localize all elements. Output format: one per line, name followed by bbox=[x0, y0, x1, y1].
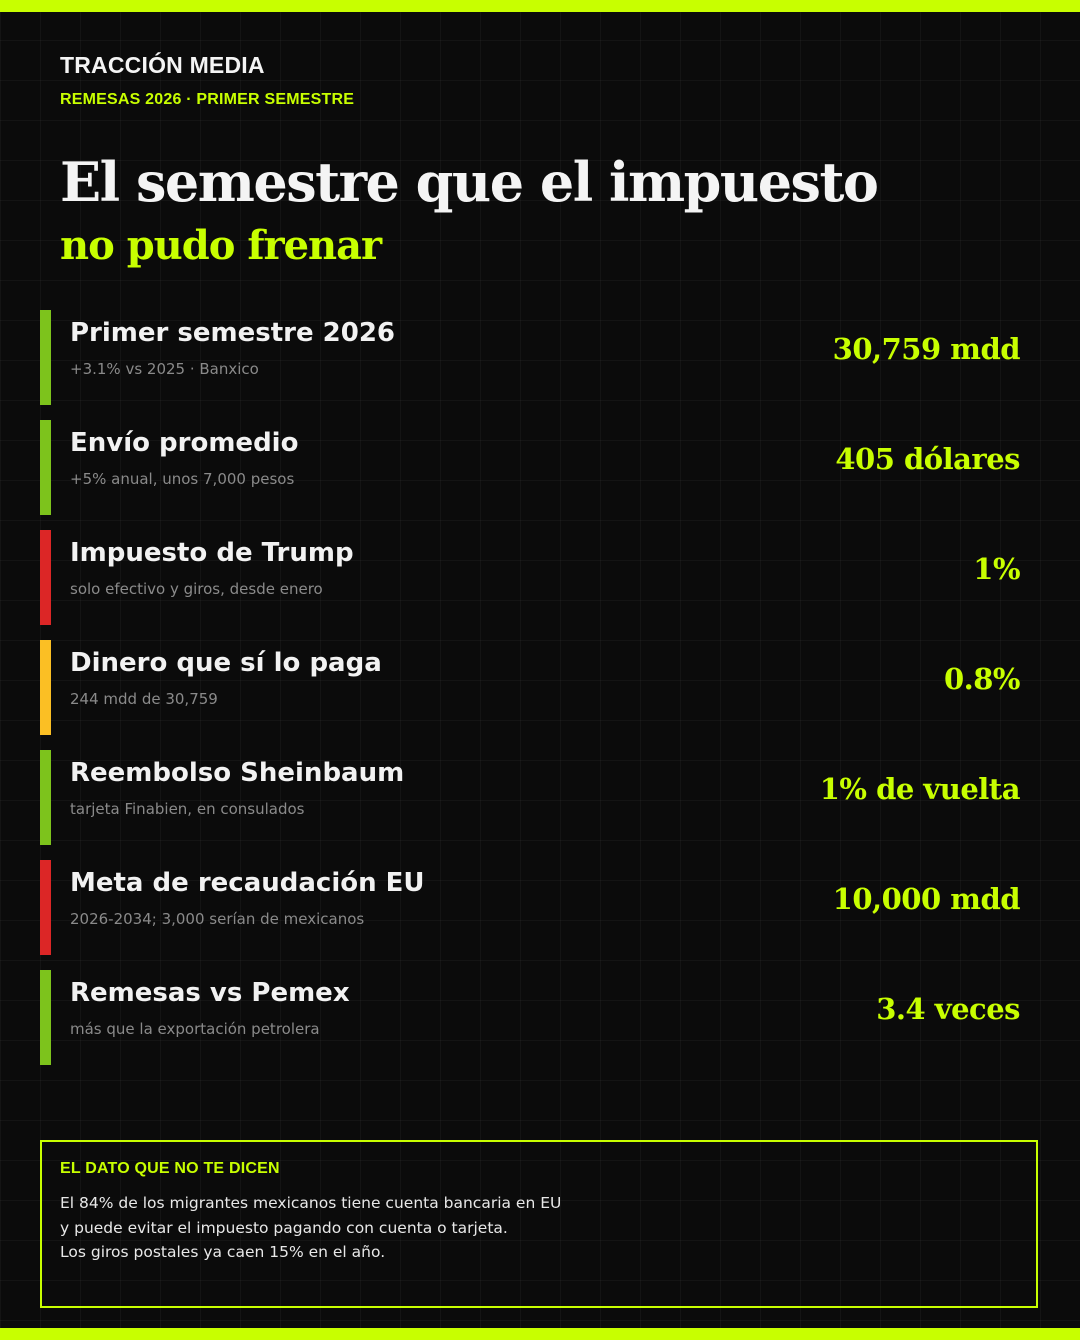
stats-list bbox=[40, 310, 1020, 1080]
stat-accent-bar bbox=[40, 420, 51, 515]
stat-note: 244 mdd de 30,759 bbox=[70, 690, 218, 708]
stat-label: Primer semestre 2026 bbox=[70, 318, 395, 348]
stat-value: 30,759 mdd bbox=[832, 332, 1020, 366]
brand-name: TRACCIÓN MEDIA bbox=[60, 52, 265, 78]
stat-value: 1% de vuelta bbox=[819, 772, 1020, 806]
callout-line: Los giros postales ya caen 15% en el año. bbox=[60, 1243, 386, 1261]
top-accent-bar bbox=[0, 0, 1080, 12]
callout-title: EL DATO QUE NO TE DICEN bbox=[60, 1160, 280, 1177]
stat-accent-bar bbox=[40, 750, 51, 845]
stat-note: 2026-2034; 3,000 serían de mexicanos bbox=[70, 910, 365, 928]
stat-value: 0.8% bbox=[943, 662, 1020, 696]
stat-label: Remesas vs Pemex bbox=[70, 978, 350, 1008]
stat-note: solo efectivo y giros, desde enero bbox=[70, 580, 323, 598]
stat-note: +5% anual, unos 7,000 pesos bbox=[70, 470, 295, 488]
stat-accent-bar bbox=[40, 530, 51, 625]
stat-row bbox=[40, 750, 1020, 845]
stat-row bbox=[40, 860, 1020, 955]
bottom-accent-bar bbox=[0, 1328, 1080, 1340]
section-subtitle: REMESAS 2026 · PRIMER SEMESTRE bbox=[60, 91, 355, 108]
callout-line: El 84% de los migrantes mexicanos tiene cuenta bancaria en EU bbox=[60, 1194, 562, 1212]
stat-label: Meta de recaudación EU bbox=[70, 868, 425, 898]
stat-value: 10,000 mdd bbox=[832, 882, 1020, 916]
stat-note: +3.1% vs 2025 · Banxico bbox=[70, 360, 259, 378]
stat-label: Envío promedio bbox=[70, 428, 299, 458]
stat-row bbox=[40, 640, 1020, 735]
stat-label: Dinero que sí lo paga bbox=[70, 648, 382, 678]
stat-accent-bar bbox=[40, 970, 51, 1065]
callout-box bbox=[40, 1140, 1038, 1308]
stat-note: tarjeta Finabien, en consulados bbox=[70, 800, 305, 818]
stat-row bbox=[40, 310, 1020, 405]
stat-label: Impuesto de Trump bbox=[70, 538, 354, 568]
stat-accent-bar bbox=[40, 310, 51, 405]
headline: El semestre que el impuesto bbox=[60, 150, 878, 214]
stat-row bbox=[40, 970, 1020, 1065]
stat-accent-bar bbox=[40, 860, 51, 955]
callout-line: y puede evitar el impuesto pagando con cuenta o tarjeta. bbox=[60, 1218, 508, 1237]
stat-accent-bar bbox=[40, 640, 51, 735]
stat-value: 1% bbox=[973, 552, 1020, 586]
stat-note: más que la exportación petrolera bbox=[70, 1020, 320, 1038]
headline-accent: no pudo frenar bbox=[60, 222, 382, 269]
stat-value: 405 dólares bbox=[835, 442, 1020, 476]
callout-body bbox=[60, 1191, 561, 1265]
stat-value: 3.4 veces bbox=[876, 992, 1020, 1026]
stat-row bbox=[40, 420, 1020, 515]
stat-row bbox=[40, 530, 1020, 625]
stat-label: Reembolso Sheinbaum bbox=[70, 758, 405, 788]
